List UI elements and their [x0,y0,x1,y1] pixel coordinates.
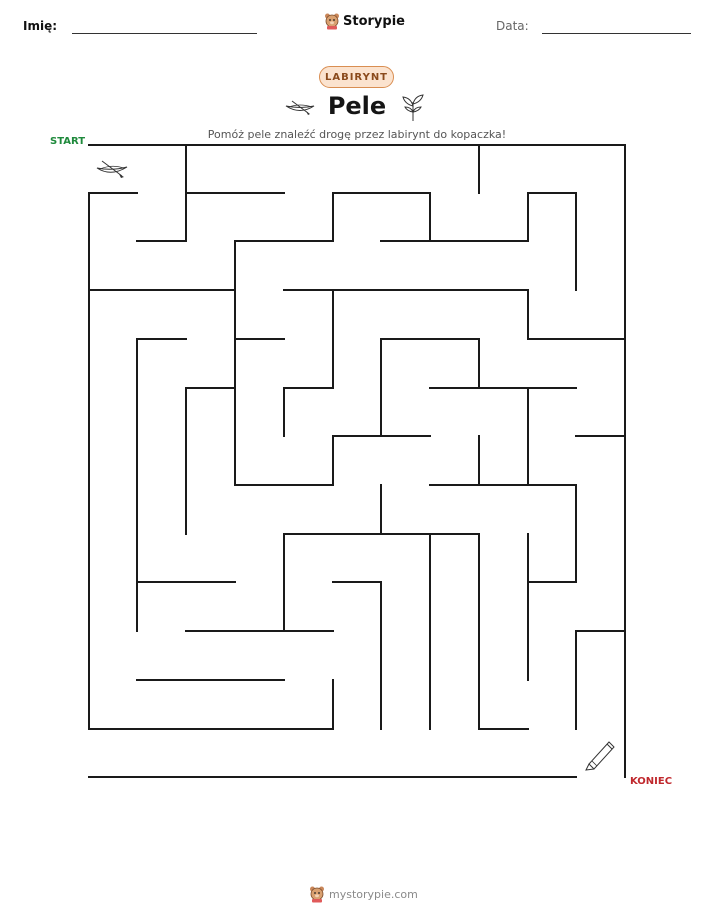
footer-site: mystorypie.com [329,887,418,901]
end-label: KONIEC [630,776,673,787]
canoe-start-icon [95,156,129,180]
maze-walls [89,145,625,777]
worksheet-title: Pele [327,92,387,120]
name-label: Imię: [23,19,58,33]
worksheet-type-badge: LABIRYNT [319,66,394,88]
footer [309,885,418,903]
instruction-text: Pomóż pele znaleźć drogę przez labirynt do kopaczka! [207,128,507,141]
brand-name: Storypie [343,13,405,29]
pencil-end-icon [583,736,619,772]
start-label: START [50,136,86,147]
bear-mascot-icon [309,885,325,903]
date-label: Data: [496,19,529,33]
